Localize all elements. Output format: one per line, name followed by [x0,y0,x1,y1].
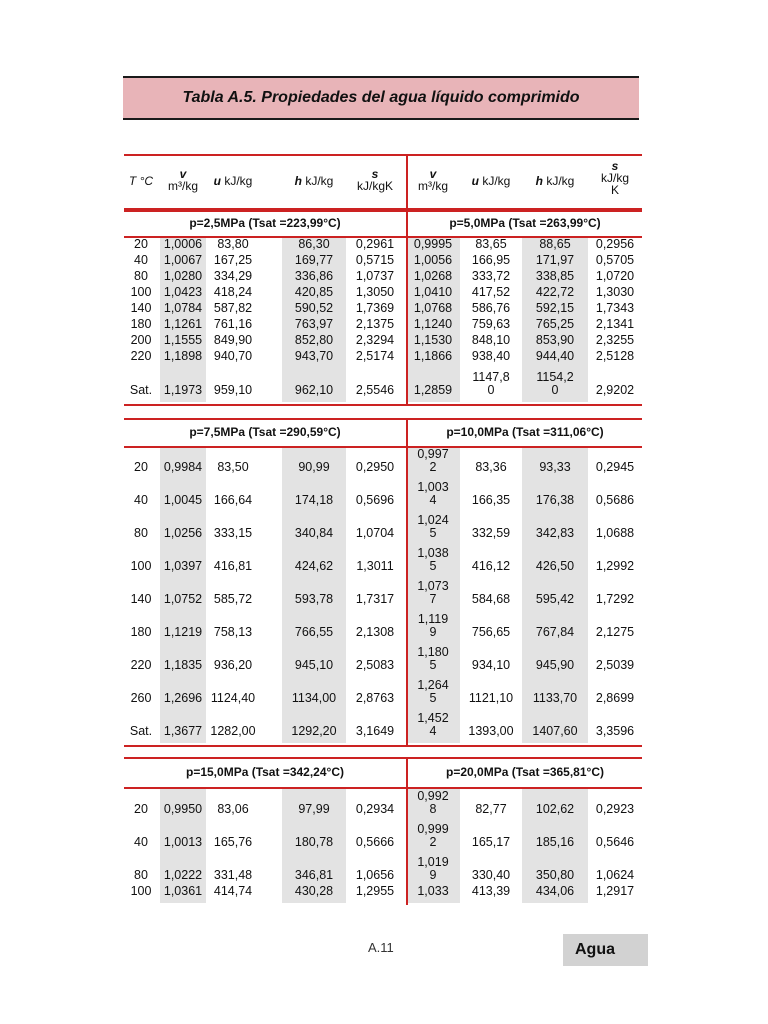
value-cell: 350,80 [535,868,575,882]
value-cell: 340,84 [294,526,334,540]
value-cell: 334,29 [213,269,253,283]
value-cell: 2,1275 [595,625,635,639]
value-cell: 1134,00 [291,691,337,705]
value-cell: 1,1555 [163,333,203,347]
temperature-cell: 80 [134,269,148,283]
temperature-cell: 220 [130,349,152,363]
temperature-cell: 180 [130,317,152,331]
value-cell: 765,25 [535,317,575,331]
value-cell: 416,81 [213,559,253,573]
value-cell: 0,5686 [595,493,635,507]
column-header-left-2 [208,175,258,187]
value-cell: 422,72 [535,285,575,299]
value-cell: 1,0222 [163,868,203,882]
value-cell: 97,99 [298,802,330,816]
value-cell: 167,25 [213,253,253,267]
value-cell: 0,5666 [355,835,395,849]
value-cell: 1,1973 [163,383,203,397]
value-cell: 338,85 [535,269,575,283]
value-cell: 0,2934 [355,802,395,816]
temperature-cell: Sat. [129,724,153,738]
symbol: h [294,174,302,188]
column-header-temperature: T °C [128,174,154,188]
pressure-label-right: p=20,0MPa (Tsat =365,81°C) [446,765,604,779]
unit: kJ/kg [600,171,629,185]
value-cell: 83,36 [475,460,507,474]
value-cell: 962,10 [294,383,334,397]
temperature-cell: 100 [130,559,152,573]
block-bottom-rule [124,404,642,406]
value-cell: 1,1219 [163,625,203,639]
value-cell: 1,180 5 [417,645,449,672]
value-cell: 1292,20 [291,724,337,738]
value-cell: 1282,00 [210,724,256,738]
value-cell: 1,2917 [595,884,635,898]
value-cell: 1147,8 0 [472,370,510,397]
value-cell: 0,2923 [595,802,635,816]
value-cell: 940,70 [213,349,253,363]
value-cell: 82,77 [475,802,507,816]
value-cell: 945,90 [535,658,575,672]
pressure-label-left: p=15,0MPa (Tsat =342,24°C) [186,765,344,779]
value-cell: 336,86 [294,269,334,283]
table-title-box [123,76,639,120]
value-cell: 1,0056 [413,253,453,267]
value-cell: 2,5128 [595,349,635,363]
value-cell: 1121,10 [468,691,514,705]
value-cell: 1,0268 [413,269,453,283]
value-cell: 83,65 [475,237,507,251]
symbol: s [611,159,619,173]
value-cell: 1,3030 [595,285,635,299]
temperature-cell: 40 [134,493,148,507]
column-header-right-5 [406,168,460,192]
value-cell: 590,52 [294,301,334,315]
pressure-rule [124,787,642,789]
pressure-label-right: p=5,0MPa (Tsat =263,99°C) [449,216,601,230]
value-cell: 1,0688 [595,526,635,540]
temperature-cell: 20 [134,460,148,474]
column-header-block [124,154,642,210]
value-cell: 1,1866 [413,349,453,363]
value-cell: 2,3294 [355,333,395,347]
value-cell: 1,2992 [595,559,635,573]
value-cell: 90,99 [298,460,330,474]
value-cell: 0,9984 [163,460,203,474]
value-cell: 2,8699 [595,691,635,705]
value-cell: 0,2956 [595,237,635,251]
value-cell: 330,40 [471,868,511,882]
temperature-cell: 140 [130,592,152,606]
value-cell: 83,80 [217,237,249,251]
value-cell: 332,59 [471,526,511,540]
value-cell: 0,999 2 [417,822,449,849]
block-top-rule [124,757,642,759]
page-number: A.11 [368,940,394,955]
value-cell: 2,1341 [595,317,635,331]
value-cell: 934,10 [471,658,511,672]
value-cell: 1,2696 [163,691,203,705]
value-cell: 1,0067 [163,253,203,267]
value-cell: 767,84 [535,625,575,639]
value-cell: 1393,00 [468,724,514,738]
unit-2: K [610,183,619,197]
pressure-label-left: p=2,5MPa (Tsat =223,99°C) [189,216,341,230]
value-cell: 93,33 [539,460,571,474]
value-cell: 331,48 [213,868,253,882]
value-cell: 169,77 [294,253,334,267]
temperature-cell: 40 [134,253,148,267]
temperature-cell: 100 [130,884,152,898]
value-cell: 1,2955 [355,884,395,898]
value-cell: 165,17 [471,835,511,849]
value-cell: 426,50 [535,559,575,573]
value-cell: 88,65 [539,237,571,251]
value-cell: 1,0397 [163,559,203,573]
block-bottom-rule [124,745,642,747]
block-top-rule [124,210,642,212]
value-cell: 1,024 5 [417,513,449,540]
value-cell: 1,452 4 [417,711,449,738]
value-cell: 1,1240 [413,317,453,331]
value-cell: 166,35 [471,493,511,507]
table-title: Tabla A.5. Propiedades del agua líquido comprimido [182,89,580,106]
symbol: u [213,174,221,188]
pressure-rule [124,446,642,448]
value-cell: 0,997 2 [417,447,449,474]
value-cell: 346,81 [294,868,334,882]
value-cell: 852,80 [294,333,334,347]
value-cell: 1124,40 [210,691,256,705]
value-cell: 945,10 [294,658,334,672]
value-cell: 1,0280 [163,269,203,283]
symbol: v [429,167,437,181]
value-cell: 166,64 [213,493,253,507]
value-cell: 2,1375 [355,317,395,331]
value-cell: 1407,60 [532,724,578,738]
value-cell: 1,0656 [355,868,395,882]
temperature-cell: 140 [130,301,152,315]
value-cell: 174,18 [294,493,334,507]
temperature-cell: 100 [130,285,152,299]
value-cell: 171,97 [535,253,575,267]
value-cell: 1,0361 [163,884,203,898]
value-cell: 1,7369 [355,301,395,315]
value-cell: 853,90 [535,333,575,347]
data-block-1 [124,418,642,740]
value-cell: 0,5715 [355,253,395,267]
value-cell: 1,3677 [163,724,203,738]
value-cell: 418,24 [213,285,253,299]
value-cell: 759,63 [471,317,511,331]
value-cell: 0,9950 [163,802,203,816]
value-cell: 2,5546 [355,383,395,397]
temperature-cell: Sat. [129,383,153,397]
column-header-left-4 [346,168,404,192]
value-cell: 1,3050 [355,285,395,299]
unit: kJ/kgK [356,179,393,193]
value-cell: 1,3011 [356,559,394,573]
value-cell: 434,06 [535,884,575,898]
value-cell: 2,5083 [355,658,395,672]
value-cell: 1,2859 [413,383,453,397]
value-cell: 0,5646 [595,835,635,849]
section-tab: Agua [563,934,648,966]
value-cell: 413,39 [471,884,511,898]
temperature-cell: 40 [134,835,148,849]
value-cell: 165,76 [213,835,253,849]
temperature-cell: 220 [130,658,152,672]
value-cell: 2,5039 [595,658,635,672]
value-cell: 417,52 [471,285,511,299]
value-cell: 1,0720 [595,269,635,283]
value-cell: 1,1261 [163,317,203,331]
value-cell: 3,3596 [595,724,635,738]
value-cell: 102,62 [535,802,575,816]
value-cell: 2,8763 [355,691,395,705]
value-cell: 766,55 [294,625,334,639]
value-cell: 1,0624 [595,868,635,882]
value-cell: 86,30 [298,237,330,251]
value-cell: 1,0704 [355,526,395,540]
value-cell: 333,72 [471,269,511,283]
temperature-cell: 80 [134,526,148,540]
temperature-cell: 180 [130,625,152,639]
value-cell: 1,0784 [163,301,203,315]
header-top-rule [124,154,642,156]
value-cell: 1,7292 [595,592,635,606]
value-cell: 1,1835 [163,658,203,672]
value-cell: 420,85 [294,285,334,299]
value-cell: 593,78 [294,592,334,606]
value-cell: 1,0737 [355,269,395,283]
value-cell: 1,1898 [163,349,203,363]
value-cell: 1,003 4 [417,480,449,507]
value-cell: 1,0013 [163,835,203,849]
value-cell: 430,28 [294,884,334,898]
value-cell: 1,0045 [163,493,203,507]
temperature-cell: 200 [130,333,152,347]
value-cell: 424,62 [294,559,334,573]
value-cell: 1,0256 [163,526,203,540]
value-cell: 1,1530 [413,333,453,347]
value-cell: 180,78 [294,835,334,849]
unit: kJ/kg [224,174,253,188]
value-cell: 848,10 [471,333,511,347]
value-cell: 83,06 [217,802,249,816]
value-cell: 936,20 [213,658,253,672]
value-cell: 1154,2 0 [536,370,574,397]
temperature-cell: 20 [134,237,148,251]
temperature-cell: 80 [134,868,148,882]
value-cell: 1133,70 [532,691,578,705]
column-header-right-7 [522,175,588,187]
symbol: s [371,167,379,181]
value-cell: 0,2950 [355,460,395,474]
value-cell: 416,12 [471,559,511,573]
value-cell: 1,019 9 [417,855,449,882]
data-block-0 [124,210,642,400]
value-cell: 414,74 [213,884,253,898]
temperature-cell: 260 [130,691,152,705]
value-cell: 761,16 [213,317,253,331]
value-cell: 944,40 [535,349,575,363]
value-cell: 584,68 [471,592,511,606]
value-cell: 1,0752 [163,592,203,606]
value-cell: 592,15 [535,301,575,315]
value-cell: 2,1308 [355,625,395,639]
value-cell: 1,0006 [163,237,203,251]
value-cell: 0,992 8 [417,789,449,816]
value-cell: 0,2961 [355,237,395,251]
value-cell: 758,13 [213,625,253,639]
symbol: h [535,174,543,188]
value-cell: 959,10 [213,383,253,397]
column-header-left-3 [282,175,346,187]
value-cell: 585,72 [213,592,253,606]
unit: m³/kg [168,179,198,193]
value-cell: 0,5696 [355,493,395,507]
value-cell: 0,5705 [595,253,635,267]
value-cell: 1,033 [417,884,449,898]
value-cell: 166,95 [471,253,511,267]
value-cell: 1,073 7 [417,579,449,606]
value-cell: 333,15 [213,526,253,540]
value-cell: 1,264 5 [417,678,449,705]
value-cell: 1,038 5 [417,546,449,573]
unit: kJ/kg [482,174,511,188]
value-cell: 849,90 [213,333,253,347]
value-cell: 586,76 [471,301,511,315]
value-cell: 756,65 [471,625,511,639]
column-header-right-6 [460,175,522,187]
value-cell: 0,9995 [413,237,453,251]
value-cell: 1,0423 [163,285,203,299]
unit: kJ/kg [305,174,334,188]
value-cell: 2,9202 [595,383,635,397]
pressure-label-left: p=7,5MPa (Tsat =290,59°C) [189,425,341,439]
value-cell: 595,42 [535,592,575,606]
column-header-right-8 [588,160,642,196]
value-cell: 587,82 [213,301,253,315]
value-cell: 938,40 [471,349,511,363]
value-cell: 1,0410 [413,285,453,299]
column-header-left-1 [160,168,206,192]
value-cell: 83,50 [217,460,249,474]
value-cell: 1,7343 [595,301,635,315]
value-cell: 176,38 [535,493,575,507]
value-cell: 2,3255 [595,333,635,347]
value-cell: 0,2945 [595,460,635,474]
unit: m³/kg [418,179,448,193]
symbol: v [179,167,187,181]
value-cell: 943,70 [294,349,334,363]
value-cell: 1,0768 [413,301,453,315]
value-cell: 763,97 [294,317,334,331]
value-cell: 342,83 [535,526,575,540]
value-cell: 1,7317 [355,592,395,606]
data-block-2 [124,757,642,902]
symbol: u [471,174,479,188]
unit: kJ/kg [546,174,575,188]
temperature-cell: 20 [134,802,148,816]
value-cell: 2,5174 [355,349,395,363]
value-cell: 185,16 [535,835,575,849]
block-top-rule [124,418,642,420]
value-cell: 1,119 9 [417,612,449,639]
pressure-label-right: p=10,0MPa (Tsat =311,06°C) [446,425,604,439]
value-cell: 3,1649 [355,724,395,738]
